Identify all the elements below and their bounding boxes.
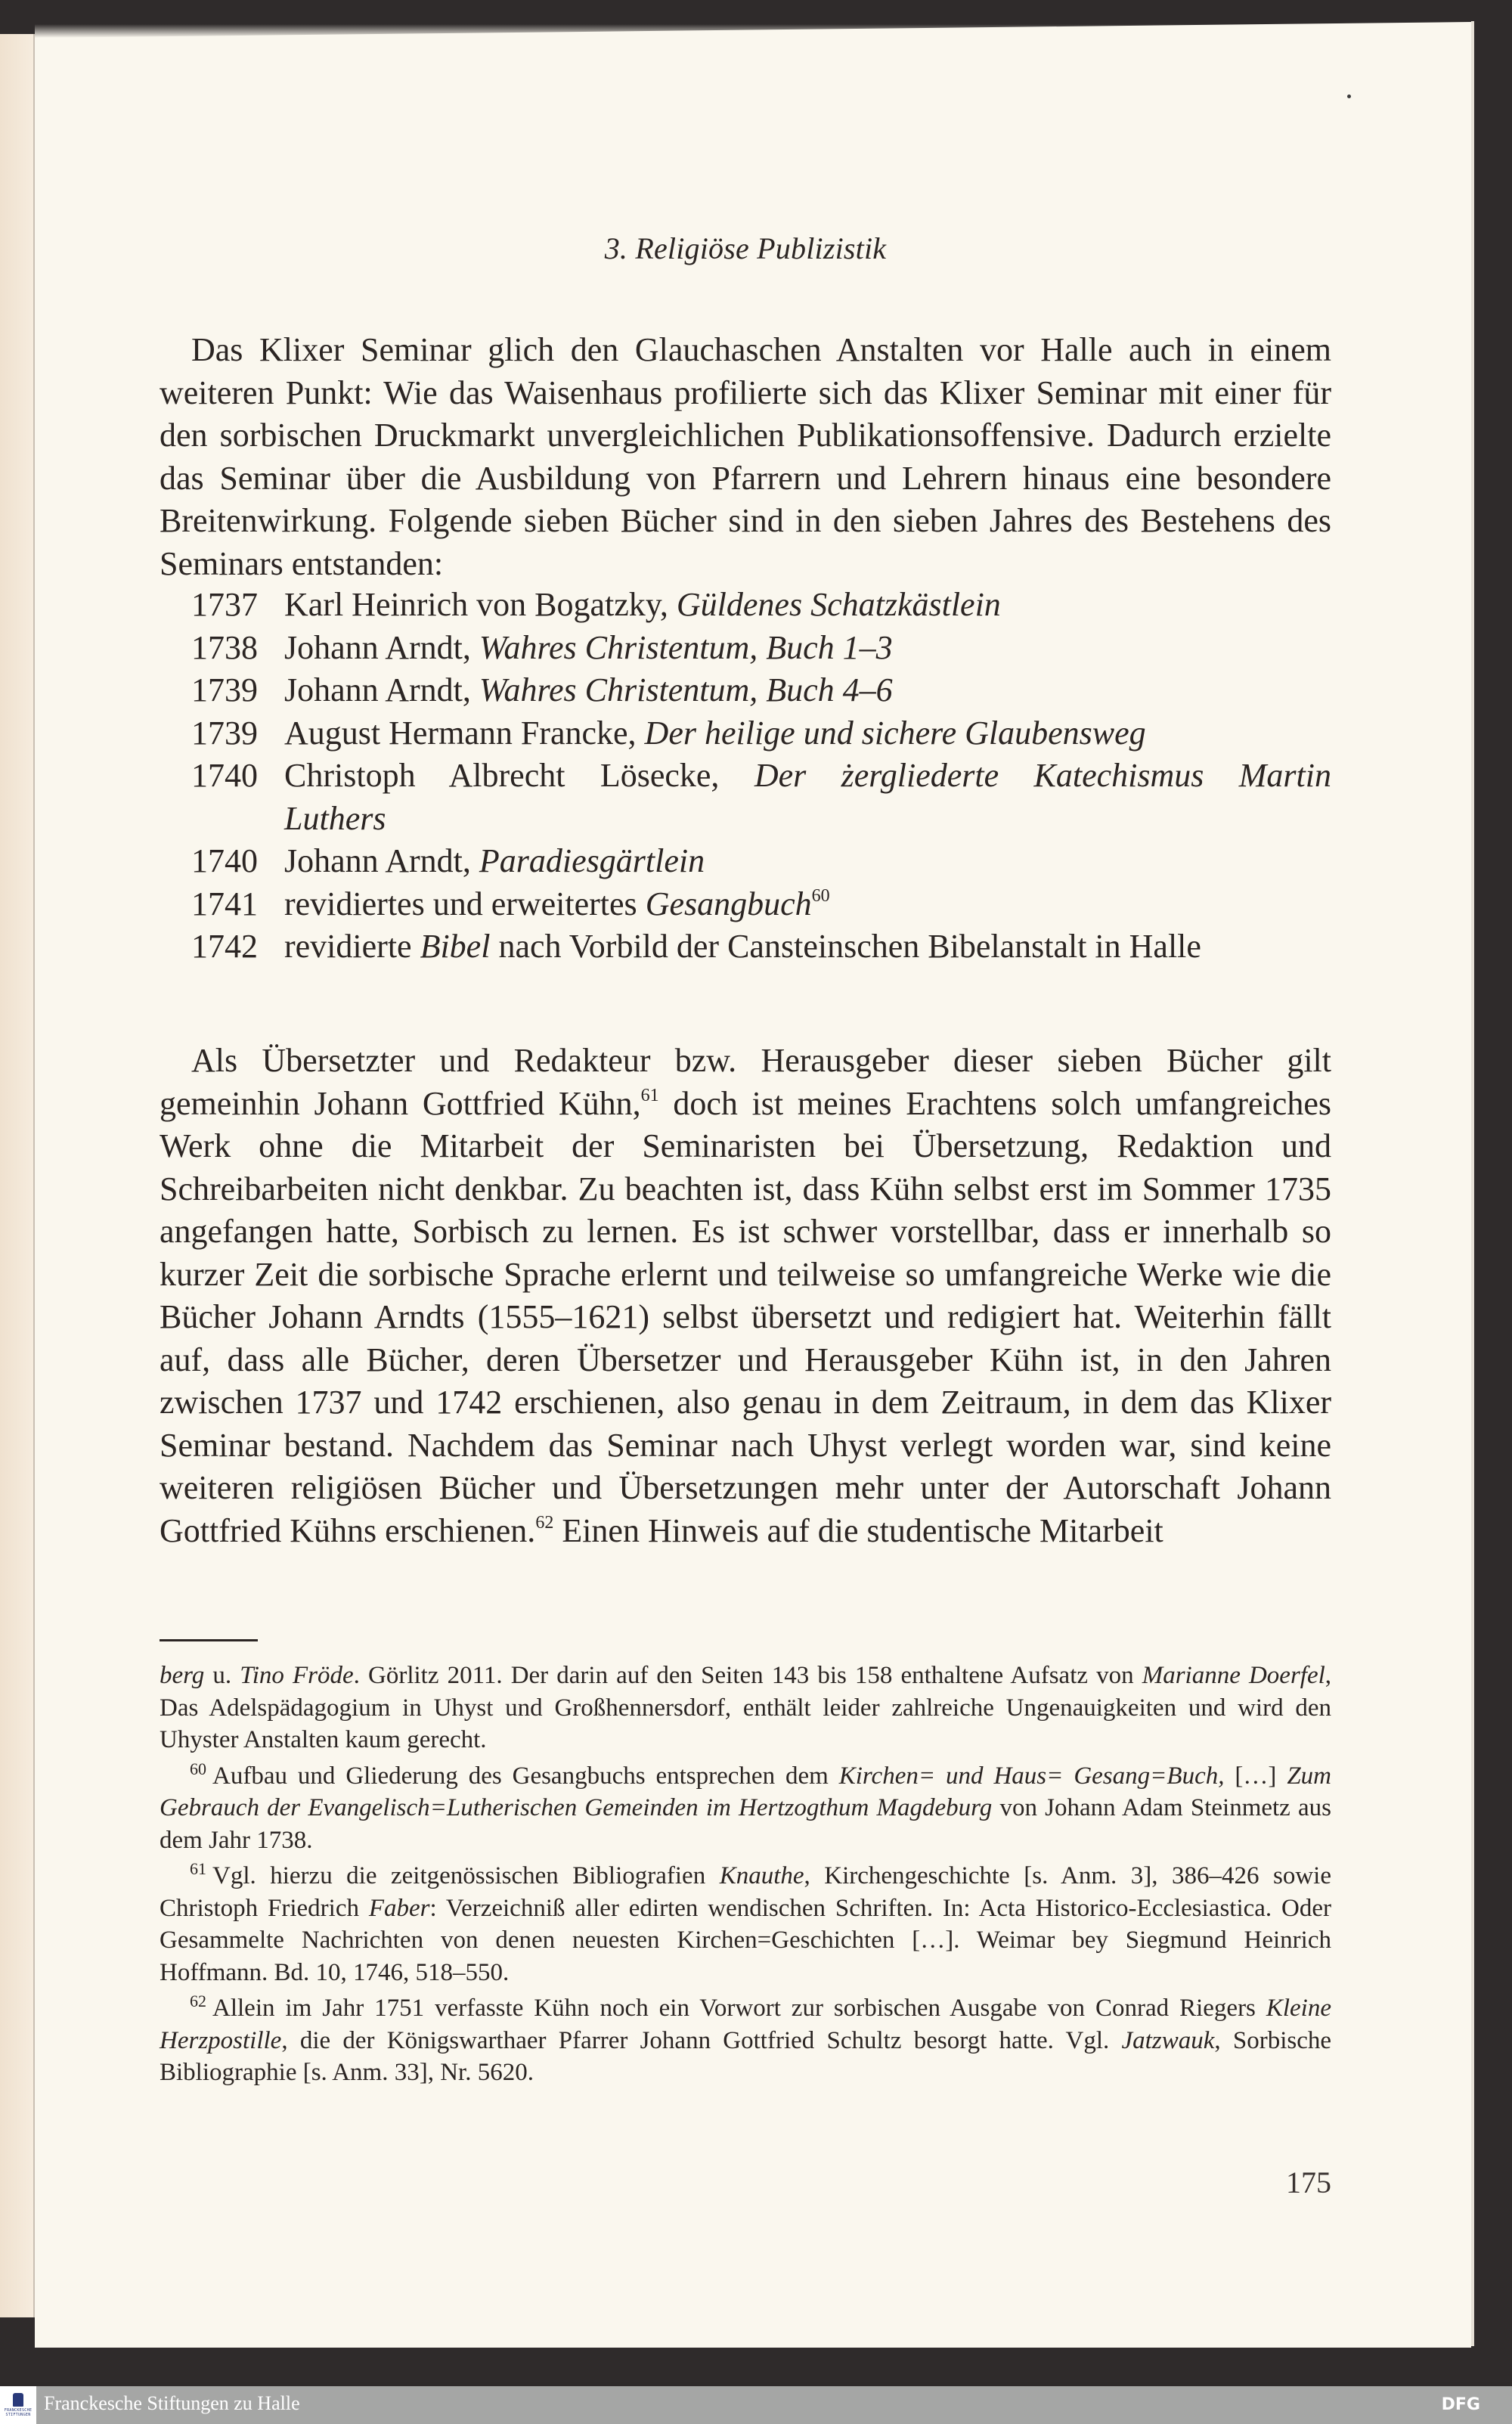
footnote-text: von Johann Adam Steinmetz aus dem Jahr 1738. xyxy=(160,1794,1331,1854)
footnote-62 xyxy=(160,1992,1331,2089)
book-description xyxy=(284,584,1331,627)
footnote-text: Vgl. hierzu die zeitgenössischen Bibliografien xyxy=(212,1862,720,1889)
book-list-item xyxy=(191,840,1331,883)
footnote-text: : Verzeichniß aller edirten wendischen Schriften. In: Acta Historico-Ecclesiastica. Oder Gesammelte Nachrichten von denen neuesten Kirchen=Geschichten […]. Weimar bey Siegmund Heinrich Hoffmann. Bd. 10, 1746, 518–550. xyxy=(160,1894,1331,1986)
book-note: nach Vorbild der Cansteinschen Bibelanstalt in Halle xyxy=(490,928,1201,965)
viewer-footer-bar xyxy=(0,2386,1512,2424)
book-list-item xyxy=(191,669,1331,712)
footnote-text: , Kirchengeschichte [s. Anm. 3], 386–426 sowie Christoph Friedrich xyxy=(160,1862,1331,1922)
footnote-italic: Tino Fröde xyxy=(240,1662,354,1689)
paragraph-text: Als Übersetzter und Redakteur bzw. Herausgeber dieser sieben Bücher gilt gemeinhin Johann Gottfried Kühn, xyxy=(160,1042,1331,1122)
footnote-separator xyxy=(160,1639,258,1641)
book-description xyxy=(284,840,1331,883)
footnote-continued xyxy=(160,1660,1331,1756)
logo-text-line: STIFTUNGEN xyxy=(5,2413,31,2417)
footnote-60 xyxy=(160,1760,1331,1857)
logo-text-line: FRANCKESCHE xyxy=(4,2408,33,2413)
book-author: revidiertes und erweitertes xyxy=(284,885,646,922)
paragraph-text: doch ist meines Erachtens solch umfangreiches Werk ohne die Mitarbeit der Seminaristen bei Übersetzung, Redaktion und Schreibarbeiten nicht denkbar. Zu beachten ist, dass Kühn selbst erst im Sommer 1735 angefangen hatte, Sorbisch zu lernen. Es ist schwer vorstellbar, dass er innerhalb so kurzer Zeit die sorbische Sprache erlernt und teilweise so umfangreiche Werke wie die Bücher Johann Arndts (1555–1621) selbst übersetzt und redigiert hat. Weiterhin fällt auf, dass alle Bücher, deren Übersetzer und Herausgeber Kühn ist, in den Jahren zwischen 1737 und 1742 erschienen, also genau in dem Zeitraum, in dem das Klixer Seminar bestand. Nachdem das Seminar nach Uhyst verlegt worden war, sind keine weiteren religiösen Bücher und Übersetzungen mehr unter der Autorschaft Johann Gottfried Kühns erschienen. xyxy=(160,1084,1331,1549)
book-title: Wahres Christentum, Buch 4–6 xyxy=(479,671,893,708)
footnote-text: , die der Königswarthaer Pfarrer Johann Gottfried Schultz besorgt hatte. Vgl. xyxy=(281,2026,1122,2054)
footnote-italic: Knauthe xyxy=(719,1862,804,1889)
logo-text xyxy=(5,2408,32,2417)
footnote-reference[interactable]: 60 xyxy=(811,885,830,906)
footnote-number: 61 xyxy=(190,1859,206,1878)
book-author: Johann Arndt, xyxy=(284,671,479,708)
footnote-61 xyxy=(160,1860,1331,1988)
footnote-text: Allein im Jahr 1751 verfasste Kühn noch ein Vorwort zur sorbischen Ausgabe von Conrad Riegers xyxy=(212,1995,1266,2022)
book-title: Gesangbuch xyxy=(645,885,812,922)
footnote-italic: Faber xyxy=(368,1894,430,1922)
footnote-text: , Das Adelspädagogium in Uhyst und Großhennersdorf, enthält leider zahlreiche Ungenauigkeiten und wird den Uhyster Anstalten kaum gerecht. xyxy=(160,1662,1332,1753)
footnote-italic: Kleine Herzpostille xyxy=(160,1995,1331,2054)
paragraph-translator xyxy=(160,1040,1331,1552)
footnote-number: 62 xyxy=(190,1992,206,2010)
paper-speck xyxy=(1347,95,1351,98)
book-author: Christoph Albrecht Lösecke, xyxy=(284,757,754,794)
book-list-item xyxy=(191,627,1331,670)
book-year: 1739 xyxy=(191,714,258,752)
book-title: Güldenes Schatzkästlein xyxy=(676,586,1001,623)
dfg-logo[interactable]: DFG xyxy=(1441,2395,1480,2414)
book-author: Johann Arndt, xyxy=(284,628,479,666)
paragraph-intro: Das Klixer Seminar glich den Glauchaschen Anstalten vor Halle auch in einem weiteren Punkt: Wie das Waisenhaus profilierte sich das Klixer Seminar mit einer für den sorbischen Druckmarkt unvergleichlichen Publikationsoffensive. Dadurch erzielte das Seminar über die Ausbildung von Pfarrern und Lehrern hinaus eine besondere Breitenwirkung. Folgende sieben Bücher sind in den sieben Jahres des Bestehens des Seminars entstanden: xyxy=(160,331,1331,582)
footnote-italic: Marianne Doerfel xyxy=(1142,1662,1325,1689)
footnote-italic: Zum Gebrauch der Evangelisch=Lutherischen Gemeinden im Hertzogthum Magdeburg xyxy=(160,1762,1331,1821)
book-year: 1739 xyxy=(191,671,258,708)
footnote-text: , Sorbische Bibliographie [s. Anm. 33], Nr. 5620. xyxy=(160,2026,1331,2086)
page-number: 175 xyxy=(1286,2165,1331,2199)
book-author: August Hermann Francke, xyxy=(284,714,645,752)
book-description xyxy=(284,755,1331,840)
book-description xyxy=(284,712,1331,755)
book-list-item xyxy=(191,584,1331,627)
book-description xyxy=(284,883,1331,926)
footnote-text: Aufbau und Gliederung des Gesangbuchs entsprechen dem xyxy=(212,1762,839,1790)
previous-page-edge xyxy=(0,34,35,2317)
book-year: 1737 xyxy=(191,586,258,623)
book-list-item xyxy=(191,925,1331,969)
footnote-text: […] xyxy=(1224,1762,1287,1790)
book-description xyxy=(284,669,1331,712)
franckesche-stiftungen-logo[interactable] xyxy=(0,2386,36,2424)
book-list-item xyxy=(191,755,1331,840)
book-title: Paradiesgärtlein xyxy=(479,842,705,879)
book-author: revidierte xyxy=(284,928,420,965)
book-title: Bibel xyxy=(420,928,491,965)
book-title: Der żergliederte Katechismus Martin Luthers xyxy=(284,757,1332,837)
footnote-text: u. xyxy=(204,1662,240,1689)
book-title: Wahres Christentum, Buch 1–3 xyxy=(479,628,893,666)
book-title: Der heilige und sichere Glaubensweg xyxy=(644,714,1146,752)
logo-figure-icon xyxy=(13,2393,23,2407)
section-title: 3. Religiöse Publizistik xyxy=(604,231,887,265)
footnote-number: 60 xyxy=(190,1759,206,1778)
footnote-italic: Kirchen= und Haus= Gesang=Buch, xyxy=(838,1762,1225,1790)
footnote-italic: berg xyxy=(160,1662,205,1689)
book-list-item xyxy=(191,883,1331,926)
book-description xyxy=(284,627,1331,670)
book-year: 1742 xyxy=(191,928,258,965)
book-year: 1740 xyxy=(191,842,258,879)
book-list-item xyxy=(191,712,1331,755)
book-page xyxy=(35,15,1471,2348)
institution-name[interactable]: Franckesche Stiftungen zu Halle xyxy=(44,2392,300,2414)
paragraph-text: Einen Hinweis auf die studentische Mitarbeit xyxy=(553,1511,1163,1549)
footnote-reference[interactable]: 61 xyxy=(640,1085,659,1105)
book-year: 1738 xyxy=(191,628,258,666)
book-author: Karl Heinrich von Bogatzky, xyxy=(284,586,677,623)
footnote-italic: Jatzwauk xyxy=(1121,2026,1215,2054)
book-year: 1740 xyxy=(191,757,258,794)
book-year: 1741 xyxy=(191,885,258,922)
book-description xyxy=(284,925,1331,969)
footnotes xyxy=(160,1660,1331,2089)
book-author: Johann Arndt, xyxy=(284,842,479,879)
page-edge xyxy=(1471,21,1474,2346)
book-list xyxy=(191,584,1331,969)
footnote-text: . Görlitz 2011. Der darin auf den Seiten 143 bis 158 enthaltene Aufsatz von xyxy=(353,1662,1142,1689)
footnote-reference[interactable]: 62 xyxy=(535,1512,554,1533)
